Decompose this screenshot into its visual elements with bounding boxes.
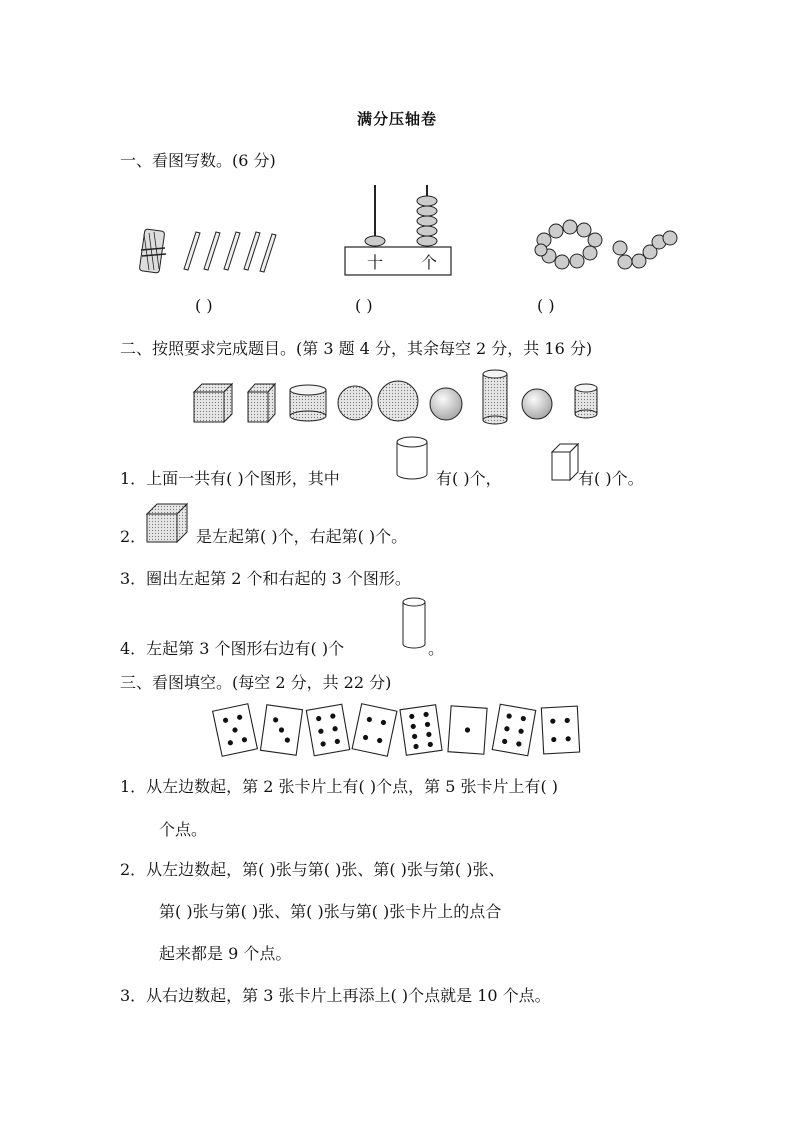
bead-chain <box>613 231 677 269</box>
single-sticks <box>184 232 276 272</box>
ones-beads <box>417 196 437 246</box>
cuboid-icon <box>550 442 580 482</box>
shape-cylinder-tall <box>483 370 507 424</box>
section-2-heading: 二、按照要求完成题目。(第 3 题 4 分，其余每空 2 分，共 16 分) <box>120 339 593 358</box>
sec2-q1-part-b: 有( )个， <box>436 469 502 488</box>
stick-bundle <box>139 229 166 273</box>
answer-sticks[interactable]: ( ) <box>195 296 213 315</box>
sec2-q1-part-c: 有( )个。 <box>578 469 644 488</box>
dot-card <box>541 706 579 754</box>
sec3-q2-line3: 起来都是 9 个点。 <box>159 944 292 963</box>
shape-sphere-medium <box>378 381 418 421</box>
dot-card <box>260 705 302 756</box>
sec2-q4-end: 。 <box>428 639 445 658</box>
sec3-q2-line1: 2．从左边数起，第( )张与第( )张、第( )张与第( )张、 <box>120 860 505 879</box>
sec3-q1-line2: 个点。 <box>159 820 208 839</box>
dot-card <box>400 705 442 756</box>
section-3-heading: 三、看图填空。(每空 2 分，共 22 分) <box>120 673 392 692</box>
sec3-q1-line1: 1．从左边数起，第 2 张卡片上有( )个点，第 5 张卡片上有( ) <box>120 777 559 796</box>
page-title: 满分压轴卷 <box>356 110 437 128</box>
abacus-label-tens: 十 <box>367 253 384 272</box>
sec3-q2-line2: 第( )张与第( )张、第( )张与第( )张卡片上的点合 <box>159 902 502 921</box>
answer-abacus[interactable]: ( ) <box>355 296 373 315</box>
sec3-q3: 3．从右边数起，第 3 张卡片上再添上( )个点就是 10 个点。 <box>120 986 551 1005</box>
answer-beads[interactable]: ( ) <box>537 296 555 315</box>
cylinder-icon <box>395 434 429 482</box>
dot-cards-row <box>215 700 590 760</box>
abacus-label-ones: 个 <box>421 253 438 272</box>
sticks-figure <box>138 222 278 277</box>
section-1-heading: 一、看图写数。(6 分) <box>120 151 276 170</box>
shape-sphere-plain <box>430 388 462 420</box>
abacus-figure <box>343 183 455 278</box>
tens-bead <box>365 236 385 246</box>
dot-card <box>306 704 349 756</box>
sec2-q3: 3．圈出左起第 2 个和右起的 3 个图形。 <box>120 569 411 588</box>
shape-sphere-large <box>338 386 372 420</box>
dot-card <box>213 704 258 756</box>
dot-card <box>492 704 535 756</box>
sec2-q2-number: 2． <box>120 527 147 546</box>
beads-figure <box>532 218 677 278</box>
shape-cylinder-small <box>575 384 597 418</box>
shape-cube <box>194 384 232 422</box>
sec2-q2-text: 是左起第( )个，右起第( )个。 <box>196 527 408 546</box>
dot-card <box>448 706 487 754</box>
bead-ring <box>535 220 602 269</box>
shape-cuboid <box>248 384 275 422</box>
cube-icon <box>145 502 191 544</box>
shape-sphere-small <box>522 389 552 419</box>
shapes-row <box>190 368 610 428</box>
sec2-q1-part-a: 1．上面一共有( )个图形，其中 <box>120 469 340 488</box>
shape-cylinder-short <box>290 385 326 421</box>
dot-card <box>352 704 397 756</box>
tall-cylinder-icon <box>400 594 428 654</box>
sec2-q4: 4．左起第 3 个图形右边有( )个 <box>120 639 345 658</box>
